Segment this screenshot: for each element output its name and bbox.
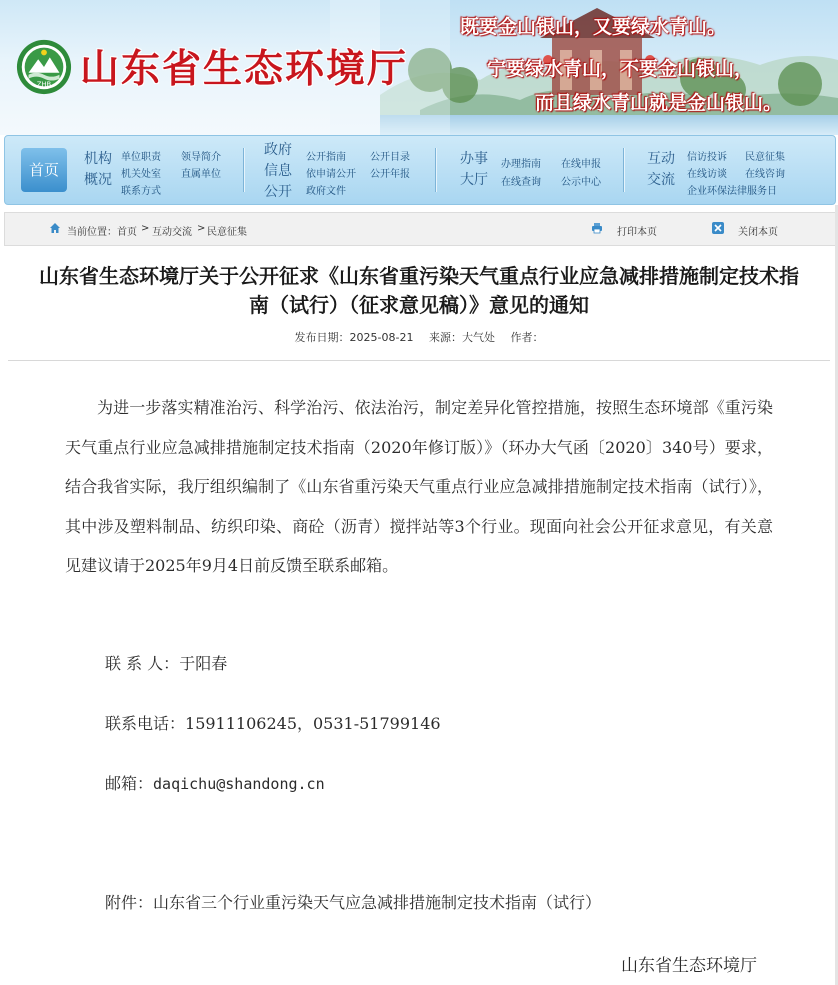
site-banner — [0, 0, 838, 135]
signature-org: 山东省生态环境厅 — [621, 956, 757, 976]
main-navigation — [4, 135, 836, 205]
nav-link-legal-service-day[interactable]: 企业环保法律服务日 — [687, 186, 777, 197]
publish-date-value: 2025-08-21 — [349, 331, 414, 344]
nav-group-title-gov-info[interactable] — [262, 140, 294, 203]
print-page-link[interactable]: 打印本页 — [617, 227, 657, 238]
nav-link-online-apply[interactable]: 在线申报 — [561, 159, 601, 170]
email-value[interactable]: daqichu@shandong.cn — [153, 775, 325, 793]
nav-link-gov-documents[interactable]: 政府文件 — [306, 186, 346, 197]
article-title-line-1: 山东省生态环境厅关于公开征求《山东省重污染天气重点行业应急减排措施制定技术指 — [39, 264, 799, 288]
breadcrumb-home[interactable]: 首页 — [117, 227, 137, 238]
nav-separator — [243, 148, 244, 192]
article-title-line-2: 南（试行）（征求意见稿）》意见的通知 — [249, 293, 589, 317]
nav-group-title-text: 政府信息公开 — [264, 142, 292, 200]
attachment-link[interactable]: 山东省三个行业重污染天气应急减排措施制定技术指南（试行） — [153, 893, 602, 912]
email-label: 邮箱： — [105, 774, 154, 793]
publish-date-label: 发布日期： — [294, 331, 350, 344]
contact-person — [105, 651, 227, 674]
close-page-link[interactable]: 关闭本页 — [738, 227, 778, 238]
nav-link-leaders[interactable]: 领导简介 — [181, 152, 221, 163]
logo-text: ZHB — [36, 80, 52, 89]
title-divider — [8, 360, 830, 361]
nav-link-contact[interactable]: 联系方式 — [121, 186, 161, 197]
article-meta — [0, 329, 838, 345]
article-title — [8, 262, 830, 320]
breadcrumb-opinion[interactable]: 民意征集 — [207, 227, 247, 238]
breadcrumb — [4, 212, 836, 246]
phone-value: 15911106245，0531-51799146 — [185, 714, 441, 733]
source-value: 大气处 — [461, 331, 495, 344]
publish-date — [295, 331, 414, 344]
contact-phone — [105, 711, 441, 734]
breadcrumb-separator: > — [141, 223, 150, 234]
attachment-label: 附件： — [105, 893, 154, 912]
nav-group-title-text: 机构概况 — [84, 151, 112, 188]
breadcrumb-prefix: 当前位置： — [67, 227, 117, 238]
contact-email — [105, 771, 325, 794]
article-body-paragraph: 为进一步落实精准治污、科学治污、依法治污，制定差异化管控措施，按照生态环境部《重污染天气重点行业应急减排措施制定技术指南（2020年修订版）》（环办大气函〔2020〕340号）要求，结合我省实际，我厅组织编制了《山东省重污染天气重点行业应急减排措施制定技术指南（试行）》，其中涉及塑料制品、纺织印染、商砼（沥青）搅拌站等3个行业。现面向社会公开征求意见，有关意见建议请于2025年9月4日前反馈至联系邮箱。 — [65, 398, 773, 575]
slogan-line-3: 而且绿水青山就是金山银山。 — [535, 92, 783, 114]
nav-link-disclosure-catalog[interactable]: 公开目录 — [370, 152, 410, 163]
site-title[interactable]: 山东省生态环境厅 — [80, 46, 409, 92]
nav-link-disclosure-guide[interactable]: 公开指南 — [306, 152, 346, 163]
nav-link-service-guide[interactable]: 办理指南 — [501, 159, 541, 170]
nav-link-online-consult[interactable]: 在线咨询 — [745, 169, 785, 180]
slogan-line-2: 宁要绿水青山，不要金山银山， — [487, 58, 754, 80]
nav-group-title-text: 办事大厅 — [460, 151, 488, 188]
nav-separator — [435, 148, 436, 192]
breadcrumb-interaction[interactable]: 互动交流 — [152, 227, 192, 238]
emblem-logo[interactable] — [15, 38, 73, 96]
nav-group-title-text: 互动交流 — [647, 151, 675, 188]
article-source — [429, 331, 495, 344]
nav-link-unit-duties[interactable]: 单位职责 — [121, 152, 161, 163]
source-label: 来源： — [428, 331, 462, 344]
nav-link-petition[interactable]: 信访投诉 — [687, 152, 727, 163]
nav-link-request-disclosure[interactable]: 依申请公开 — [306, 169, 356, 180]
nav-home-button[interactable]: 首页 — [21, 148, 67, 192]
nav-separator — [623, 148, 624, 192]
nav-link-departments[interactable]: 机关处室 — [121, 169, 161, 180]
contact-label: 联 系 人： — [105, 654, 180, 673]
phone-label: 联系电话： — [105, 714, 186, 733]
nav-group-title-org[interactable] — [81, 149, 115, 191]
nav-link-online-interview[interactable]: 在线访谈 — [687, 169, 727, 180]
article-author — [510, 331, 543, 344]
breadcrumb-separator: > — [197, 223, 206, 234]
close-icon[interactable] — [712, 222, 724, 234]
nav-group-title-interaction[interactable] — [644, 149, 678, 191]
nav-link-public-notice[interactable]: 公示中心 — [561, 177, 601, 188]
nav-link-online-query[interactable]: 在线查询 — [501, 177, 541, 188]
nav-group-title-service-hall[interactable] — [457, 149, 491, 191]
attachment — [105, 890, 601, 913]
slogan-line-1: 既要金山银山，又要绿水青山。 — [460, 16, 727, 38]
nav-link-opinion-collection[interactable]: 民意征集 — [745, 152, 785, 163]
contact-value: 于阳春 — [179, 654, 228, 673]
home-icon — [49, 222, 61, 234]
author-label: 作者： — [510, 331, 544, 344]
print-icon[interactable] — [591, 222, 603, 234]
nav-link-annual-report[interactable]: 公开年报 — [370, 169, 410, 180]
nav-link-affiliated-units[interactable]: 直属单位 — [181, 169, 221, 180]
